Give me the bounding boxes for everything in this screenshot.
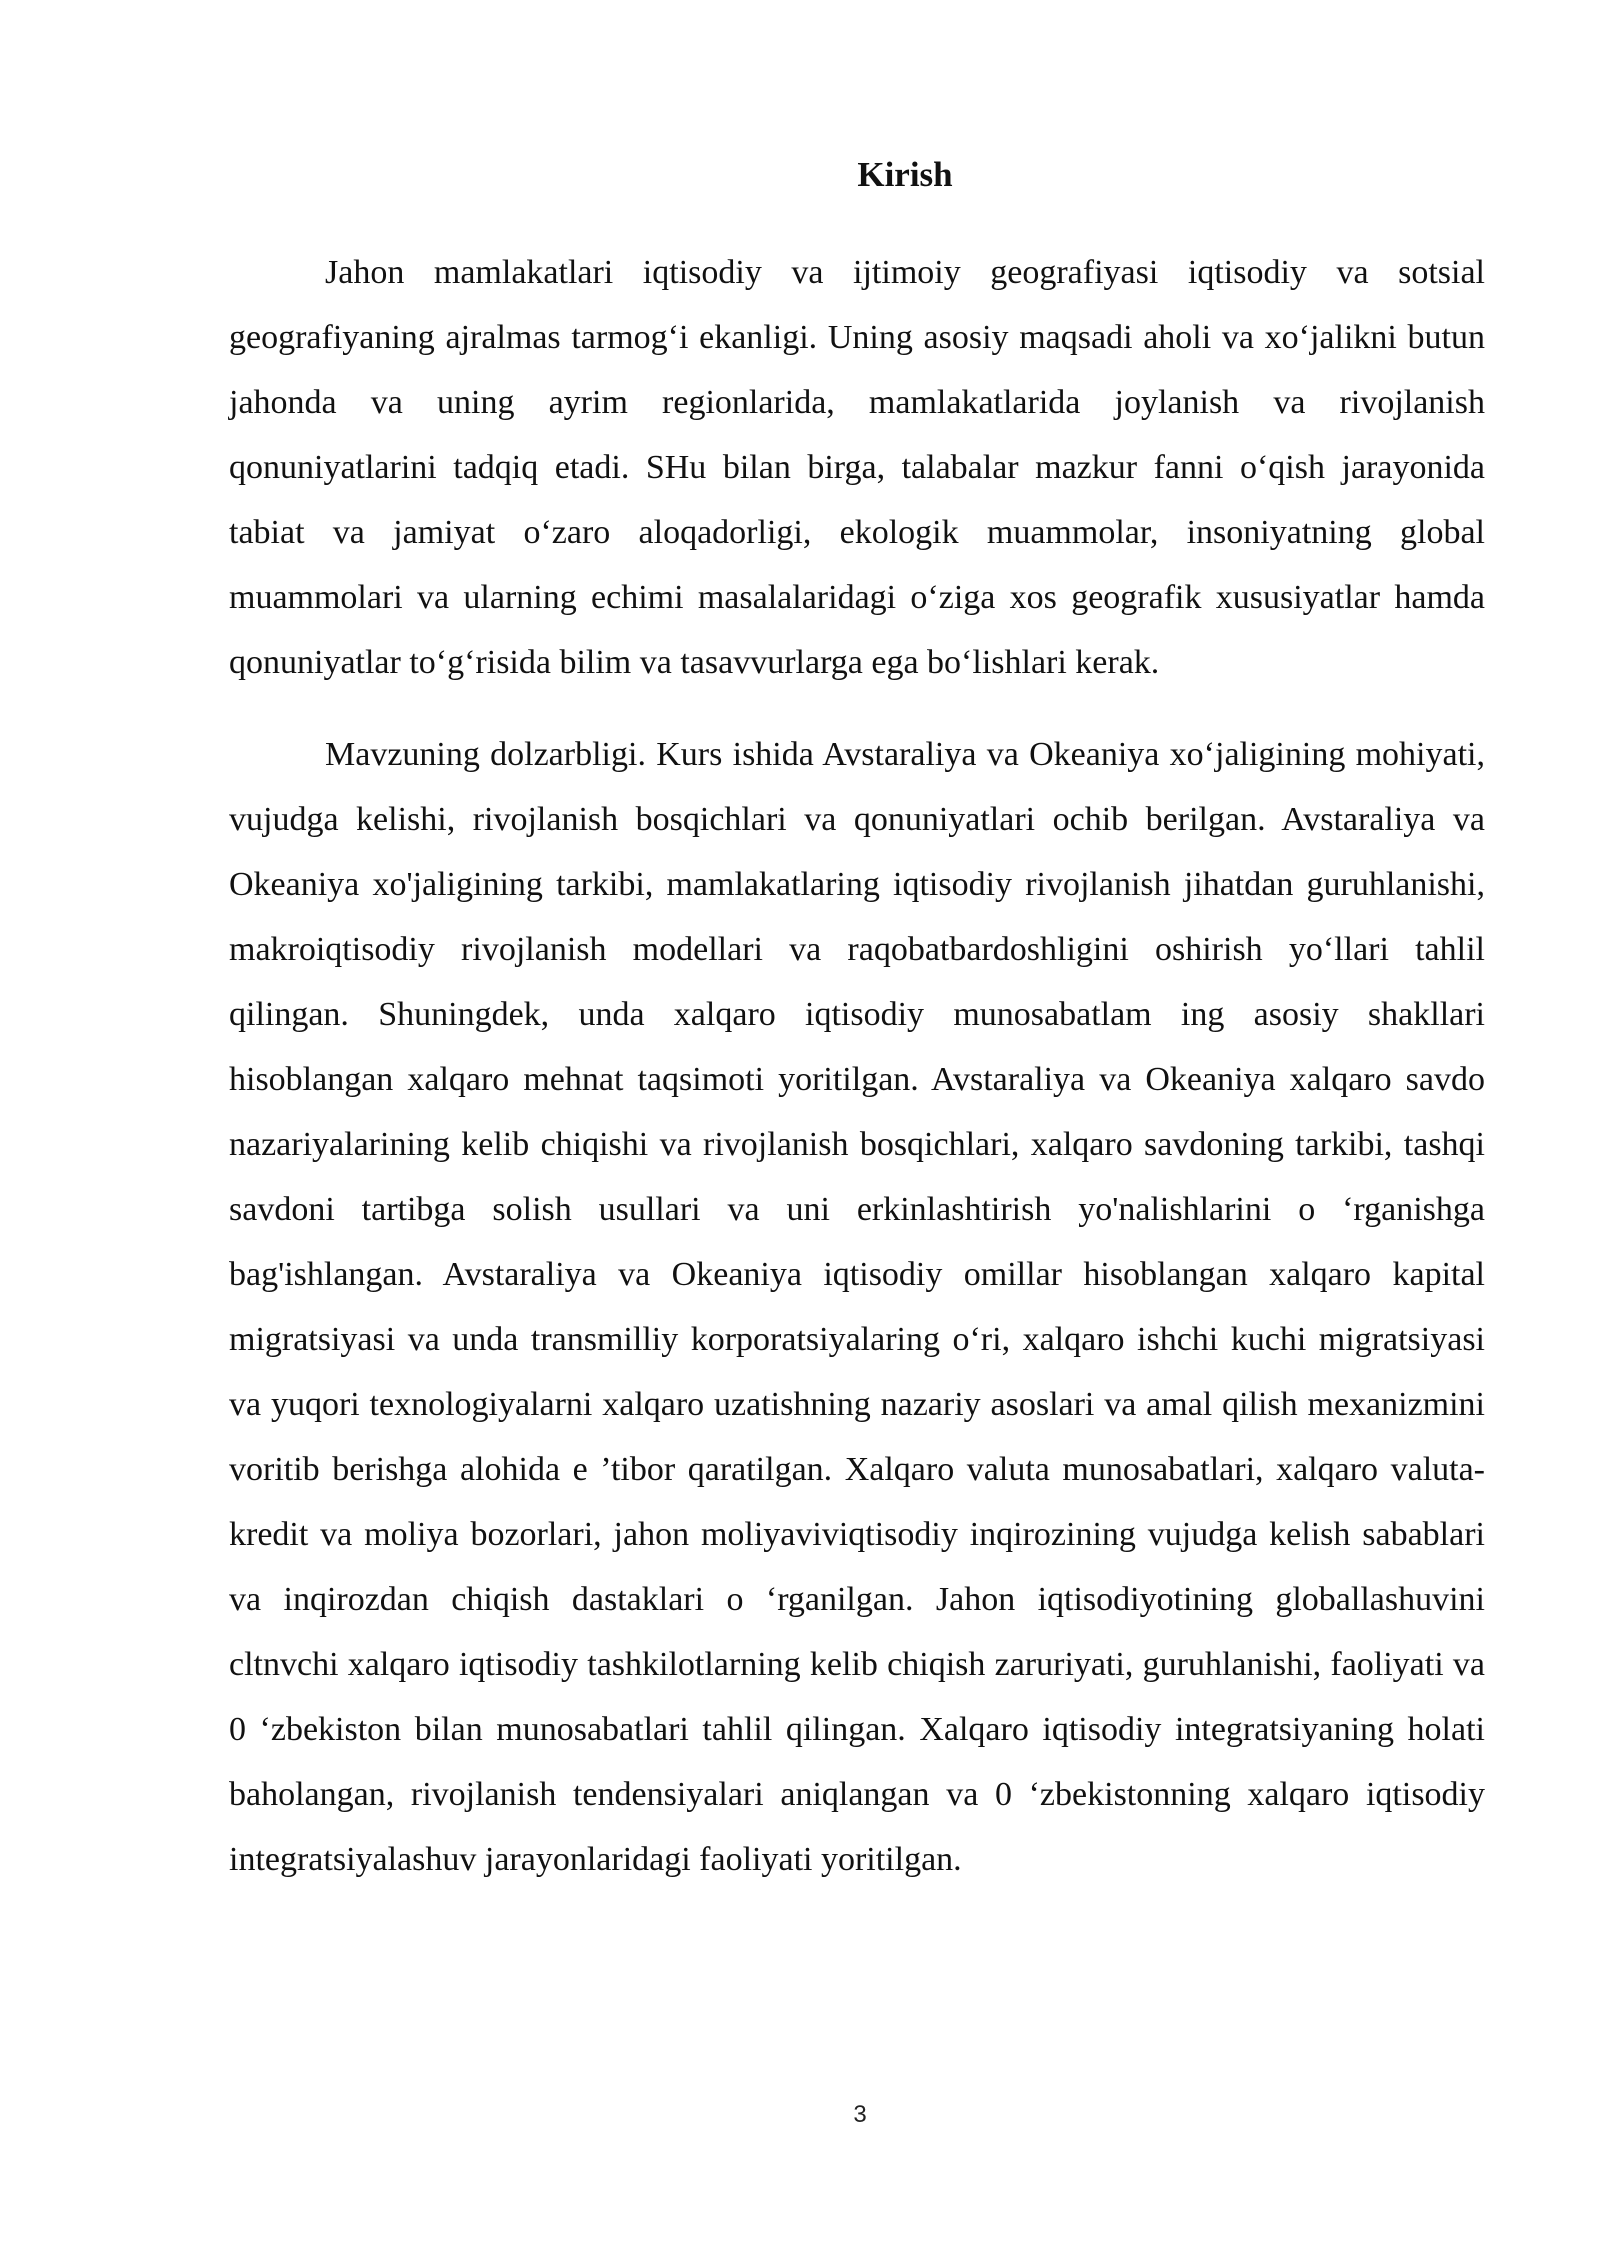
paragraph-relevance: Mavzuning dolzarbligi. Kurs ishida Avstaraliya va Okeaniya xo‘jaligining mohiyati, vujudga kelishi, rivojlanish bosqichlari va qonuniyatlari ochib berilgan. Avstaraliya va Okeaniya xo'jaligining tarkibi, mamlakatlaring iqtisodiy rivojlanish jihatdan guruhlanishi, makroiqtisodiy rivojlanish modellari va raqobatbardoshligini oshirish yo‘llari tahlil qilingan. Shuningdek, unda xalqaro iqtisodiy munosabatlam ing asosiy shakllari hisoblangan xalqaro mehnat taqsimoti yoritilgan. Avstaraliya va Okeaniya xalqaro savdo nazariyalarining kelib chiqishi va rivojlanish bosqichlari, xalqaro savdoning tarkibi, tashqi savdoni tartibga solish usullari va uni erkinlashtirish yo'nalishlarini o ‘rganishga bag'ishlangan. Avstaraliya va Okeaniya iqtisodiy omillar hisoblangan xalqaro kapital migratsiyasi va unda transmilliy korporatsiyalaring o‘ri, xalqaro ishchi kuchi migratsiyasi va yuqori texnologiyalarni xalqaro uzatishning nazariy asoslari va amal qilish mexanizmini voritib berishga alohida e ’tibor qaratilgan. Xalqaro valuta munosabatlari, xalqaro valuta-kredit va moliya bozorlari, jahon moliyaviviqtisodiy inqirozining vujudga kelish sabablari va inqirozdan chiqish dastaklari o ‘rganilgan. Jahon iqtisodiyotining globallashuvini cltnvchi xalqaro iqtisodiy tashkilotlarning kelib chiqish zaruriyati, guruhlanishi, faoliyati va 0 ‘zbekiston bilan munosabatlari tahlil qilingan. Xalqaro iqtisodiy integratsiyaning holati baholangan, rivojlanish tendensiyalari aniqlangan va 0 ‘zbekistonning xalqaro iqtisodiy integratsiyalashuv jarayonlaridagi faoliyati yoritilgan.	[229, 736, 1485, 1878]
body-text	[229, 240, 1485, 1892]
page-number: 3	[853, 2101, 867, 2128]
page-title: Kirish	[857, 155, 953, 194]
paragraph-intro: Jahon mamlakatlari iqtisodiy va ijtimoiy geografiyasi iqtisodiy va sotsial geografiyaning ajralmas tarmog‘i ekanligi. Uning asosiy maqsadi aholi va xo‘jalikni butun jahonda va uning ayrim regionlarida, mamlakatlarida joylanish va rivojlanish qonuniyatlarini tadqiq etadi. SHu bilan birga, talabalar mazkur fanni o‘qish jarayonida tabiat va jamiyat o‘zaro aloqadorligi, ekologik muammolar, insoniyatning global muammolari va ularning echimi masalalaridagi o‘ziga xos geografik xususiyatlar hamda qonuniyatlar to‘g‘risida bilim va tasavvurlarga ega bo‘lishlari kerak.	[229, 254, 1485, 681]
